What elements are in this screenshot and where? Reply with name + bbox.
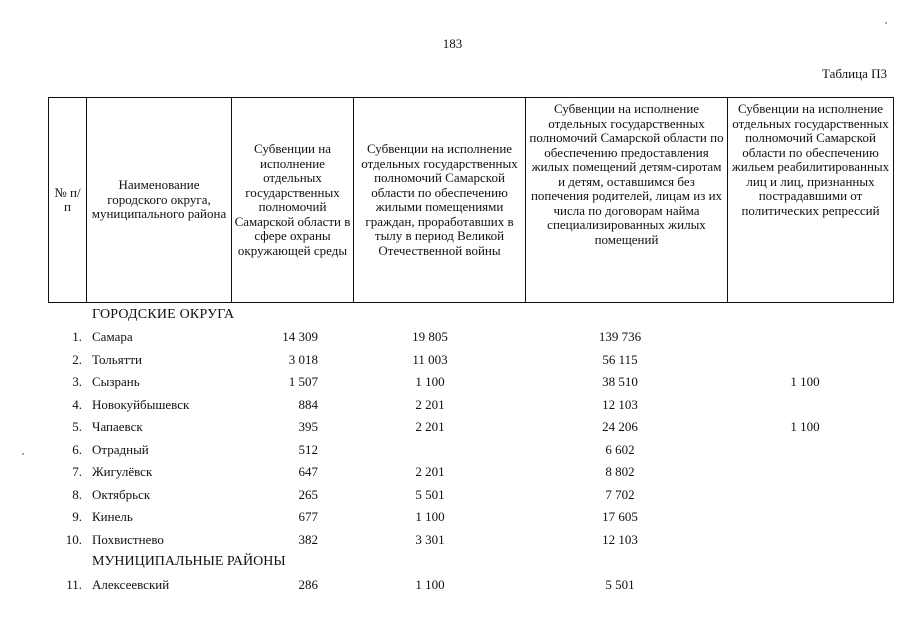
cell-name: Самара xyxy=(92,329,133,344)
cell-v3: 38 510 xyxy=(602,374,638,389)
cell-v2: 2 201 xyxy=(415,419,445,434)
cell-name: Алексеевский xyxy=(92,576,170,592)
cell-num: 7. xyxy=(72,464,82,479)
cell-num: 5. xyxy=(72,419,82,434)
cell-name: Похвистнево xyxy=(92,531,164,547)
cell-v3: 139 736 xyxy=(598,329,642,344)
cell-num: 11. xyxy=(66,576,82,592)
table-row xyxy=(0,506,905,529)
cell-v3: 7 702 xyxy=(605,486,635,502)
table-row xyxy=(0,371,905,394)
cell-v1: 3 018 xyxy=(288,351,318,367)
page-number: 183 xyxy=(442,36,463,51)
cell-v3: 5 501 xyxy=(605,576,635,592)
cell-num: 8. xyxy=(72,486,82,502)
cell-v1: 14 309 xyxy=(282,329,318,344)
header-name: Наименование городского округа, муниципального района xyxy=(87,98,232,303)
cell-name: Отрадный xyxy=(92,441,149,457)
cell-name: Жигулёвск xyxy=(92,464,153,479)
cell-v1: 1 507 xyxy=(288,374,318,389)
cell-num: 9. xyxy=(72,509,82,524)
header-col1: Субвенции на исполнение отдельных государственных полномочий Самарской области в сфере охраны окружающей среды xyxy=(232,98,354,303)
cell-v3: 17 605 xyxy=(602,509,638,524)
header-col2: Субвенции на исполнение отдельных государственных полномочий Самарской области по обеспечению жилыми помещениями граждан, проработавших в тылу в период Великой Отечественной войны xyxy=(354,98,526,303)
cell-num: 3. xyxy=(72,374,82,389)
scan-speck xyxy=(22,453,24,455)
cell-name: Кинель xyxy=(92,509,133,524)
cell-v3: 56 115 xyxy=(602,351,638,367)
cell-v3: 12 103 xyxy=(602,396,638,412)
table-row xyxy=(0,394,905,417)
cell-v1: 286 xyxy=(298,576,318,592)
table-label: Таблица П3 xyxy=(822,66,887,81)
scan-speck xyxy=(885,22,887,24)
cell-v2: 11 003 xyxy=(412,351,448,367)
cell-name: Сызрань xyxy=(92,374,140,389)
table-row xyxy=(0,484,905,507)
cell-num: 10. xyxy=(65,531,82,547)
table-header xyxy=(48,97,894,303)
cell-v2: 1 100 xyxy=(415,509,445,524)
cell-v1: 884 xyxy=(298,396,318,412)
cell-v3: 8 802 xyxy=(605,464,635,479)
cell-v2: 2 201 xyxy=(415,464,445,479)
cell-v4: 1 100 xyxy=(790,374,820,389)
cell-v1: 677 xyxy=(298,509,318,524)
cell-v3: 12 103 xyxy=(602,531,638,547)
cell-name: Чапаевск xyxy=(92,419,143,434)
cell-v2: 1 100 xyxy=(415,374,445,389)
cell-v2: 2 201 xyxy=(415,396,445,412)
cell-v2: 5 501 xyxy=(415,486,445,502)
header-number: № п/п xyxy=(49,98,87,303)
table-row xyxy=(0,326,905,349)
cell-name: Новокуйбышевск xyxy=(92,396,190,412)
table-row xyxy=(0,416,905,439)
cell-v1: 395 xyxy=(298,419,318,434)
cell-num: 1. xyxy=(72,329,82,344)
cell-v1: 647 xyxy=(298,464,318,479)
cell-v1: 512 xyxy=(298,441,318,457)
cell-num: 4. xyxy=(72,396,82,412)
table-row xyxy=(0,574,905,597)
section-title-municipal-districts xyxy=(0,551,905,574)
cell-v1: 382 xyxy=(298,531,318,547)
cell-name: Тольятти xyxy=(92,351,143,367)
cell-name: Октябрьск xyxy=(92,486,151,502)
header-col3: Субвенции на исполнение отдельных государственных полномочий Самарской области по обеспечению предоставления жилых помещений детям-сиротам и детям, оставшимся без попечения родителей, лицам из их числа по договорам найма специализированных жилых помещений xyxy=(526,98,728,303)
cell-v3: 6 602 xyxy=(605,441,635,457)
table-row xyxy=(0,529,905,552)
section-title-city-districts: ГОРОДСКИЕ ОКРУГА xyxy=(92,307,235,322)
section-title-text: МУНИЦИПАЛЬНЫЕ РАЙОНЫ xyxy=(92,554,286,569)
cell-v2: 1 100 xyxy=(415,576,445,592)
table-body xyxy=(0,326,905,596)
cell-v4: 1 100 xyxy=(790,419,820,434)
cell-v1: 265 xyxy=(298,486,318,502)
table-row xyxy=(0,349,905,372)
cell-v2: 19 805 xyxy=(412,329,448,344)
header-col4: Субвенции на исполнение отдельных государственных полномочий Самарской области по обеспечению жильем реабилитированных лиц и лиц, признанных пострадавшими от политических репрессий xyxy=(728,98,894,303)
cell-num: 6. xyxy=(72,441,82,457)
cell-v2: 3 301 xyxy=(415,531,445,547)
cell-v3: 24 206 xyxy=(602,419,638,434)
table-row xyxy=(0,461,905,484)
cell-num: 2. xyxy=(72,351,82,367)
table-row xyxy=(0,439,905,462)
